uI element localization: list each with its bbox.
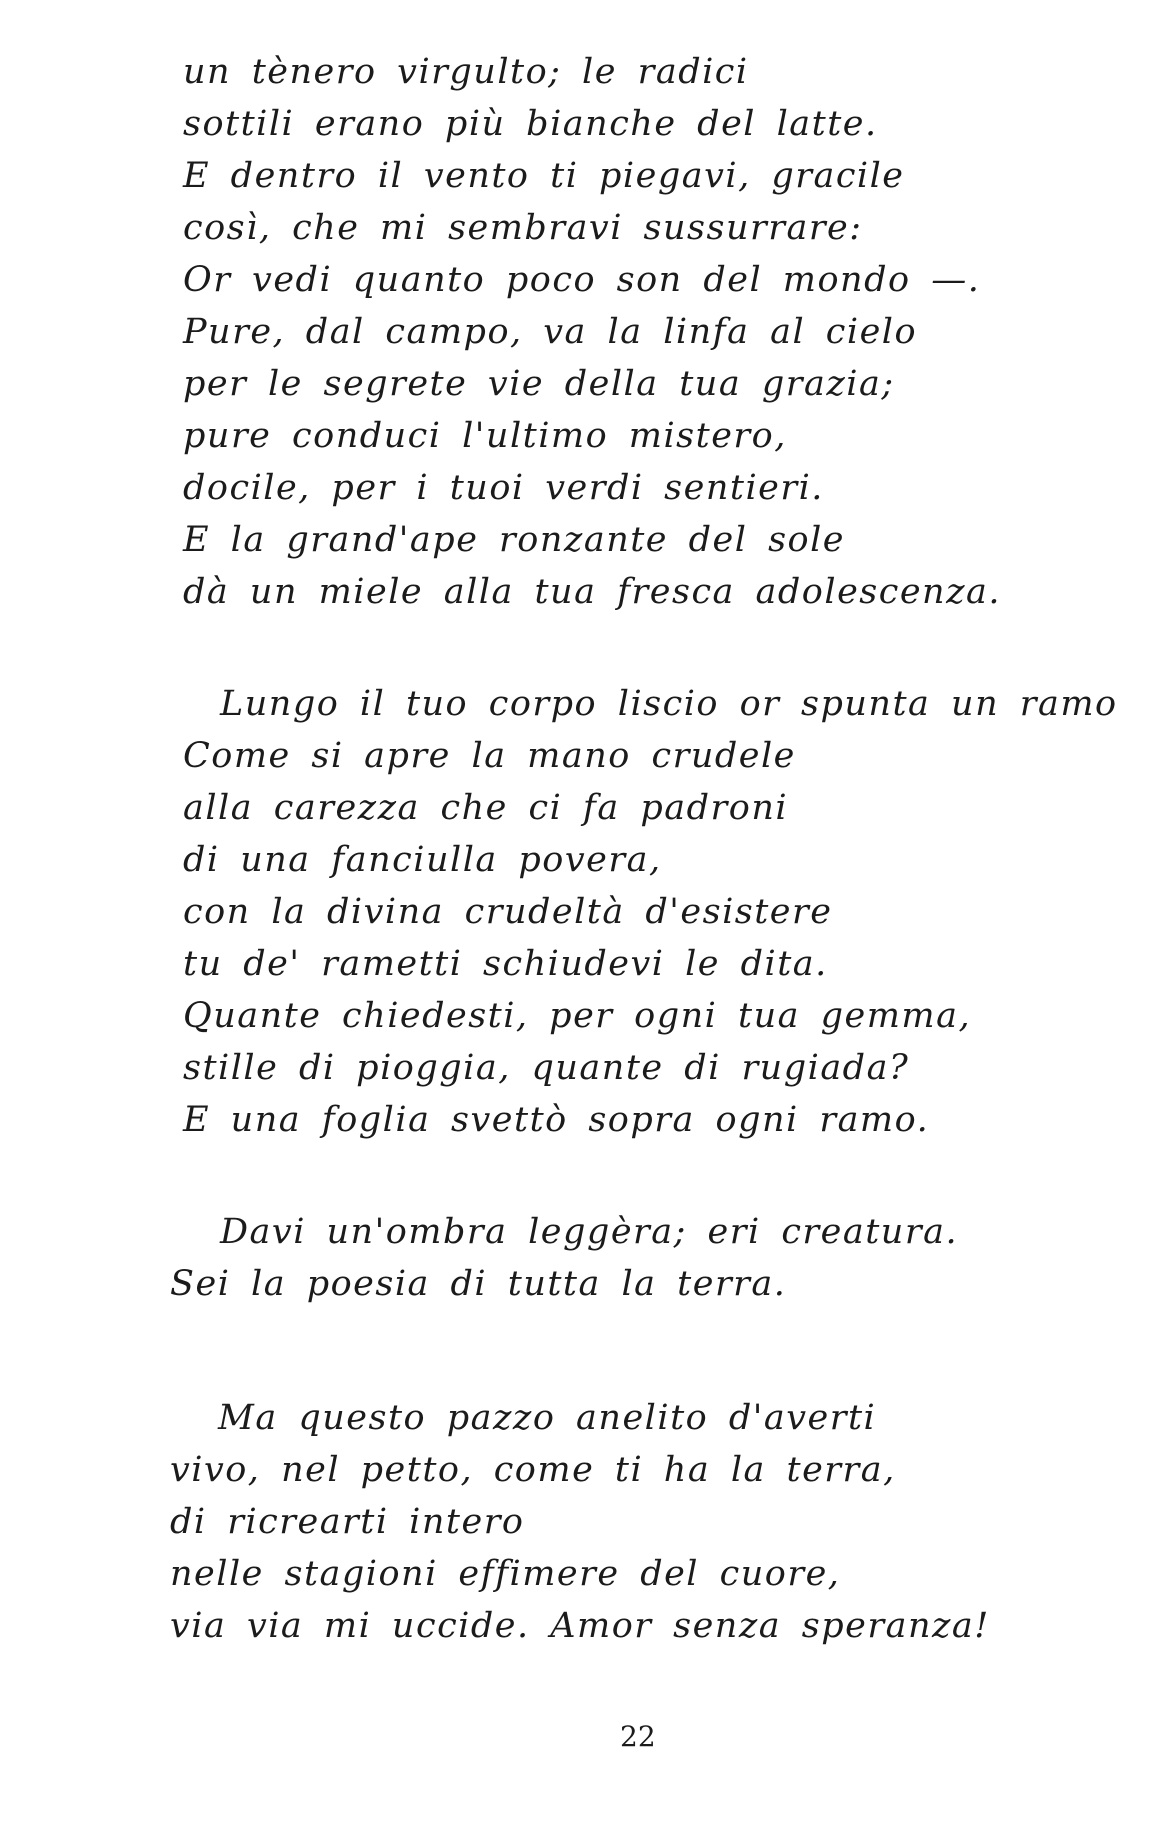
- verse-line: Sei la poesia di tutta la terra.: [170, 1264, 787, 1304]
- verse-line: dà un miele alla tua fresca adolescenza.: [183, 572, 1002, 612]
- verse-line: nelle stagioni effimere del cuore,: [170, 1554, 841, 1594]
- verse-line: E la grand'ape ronzante del sole: [183, 520, 846, 560]
- verse-line: via via mi uccide. Amor senza speranza!: [170, 1606, 990, 1646]
- verse-line: docile, per i tuoi verdi sentieri.: [183, 468, 824, 508]
- verse-line: sottili erano più bianche del latte.: [183, 104, 878, 144]
- verse-line: stille di pioggia, quante di rugiada?: [183, 1048, 910, 1088]
- verse-line: Or vedi quanto poco son del mondo —.: [183, 260, 981, 300]
- verse-line: alla carezza che ci fa padroni: [183, 788, 789, 828]
- verse-line: Come si apre la mano crudele: [183, 736, 796, 776]
- page-number: 22: [620, 1720, 656, 1753]
- verse-line: un tènero virgulto; le radici: [183, 52, 749, 92]
- verse-line: E dentro il vento ti piegavi, gracile: [183, 156, 905, 196]
- verse-line: Ma questo pazzo anelito d'averti: [218, 1398, 877, 1438]
- verse-line: per le segrete vie della tua grazia;: [183, 364, 895, 404]
- verse-line: tu de' rametti schiudevi le dita.: [183, 944, 828, 984]
- verse-line: E una foglia svettò sopra ogni ramo.: [183, 1100, 930, 1140]
- verse-line: di ricrearti intero: [170, 1502, 525, 1542]
- verse-line: così, che mi sembravi sussurrare:: [183, 208, 863, 248]
- verse-line: di una fanciulla povera,: [183, 840, 662, 880]
- verse-line: con la divina crudeltà d'esistere: [183, 892, 833, 932]
- verse-line: pure conduci l'ultimo mistero,: [183, 416, 787, 456]
- verse-line: Quante chiedesti, per ogni tua gemma,: [183, 996, 972, 1036]
- verse-line: Pure, dal campo, va la linfa al cielo: [183, 312, 918, 352]
- verse-line: Davi un'ombra leggèra; eri creatura.: [220, 1212, 959, 1252]
- verse-line: Lungo il tuo corpo liscio or spunta un ramo: [220, 684, 1118, 724]
- verse-line: vivo, nel petto, come ti ha la terra,: [170, 1450, 896, 1490]
